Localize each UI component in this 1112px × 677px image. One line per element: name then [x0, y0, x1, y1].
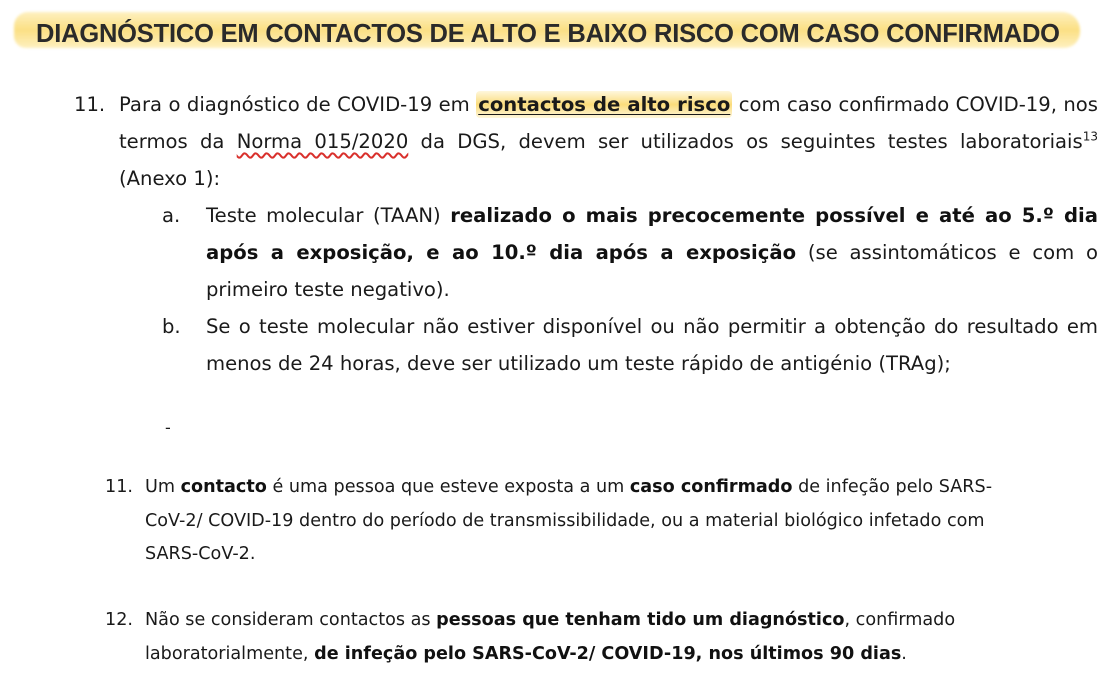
text: com caso confirmado COVID-19, nos termos da: [119, 93, 1098, 153]
text: Para o diagnóstico de COVID-19 em: [119, 93, 477, 116]
text: (Anexo 1):: [119, 167, 221, 190]
dash-marker: -: [165, 418, 171, 437]
page-title: DIAGNÓSTICO EM CONTACTOS DE ALTO E BAIXO RISCO COM CASO CONFIRMADO: [36, 20, 1060, 48]
bold-text: pessoas que tenham tido um diagnóstico: [436, 610, 845, 630]
list-number: 11.: [74, 93, 106, 116]
paragraph-contact: [145, 471, 1025, 572]
paragraph-sub-b: Se o teste molecular não estiver disponível ou não permitir a obtenção do resultado em menos de 24 horas, deve ser utilizado um teste rápido de antigénio (TRAg);: [206, 315, 1098, 375]
text: Um: [145, 477, 181, 497]
footnote-ref[interactable]: 13: [1082, 129, 1098, 144]
list-number: 11.: [105, 477, 133, 497]
sublist-letter-a: a.: [162, 204, 181, 227]
text: da DGS, devem ser utilizados os seguintes testes laboratoriais: [408, 130, 1083, 153]
bold-text: de infeção pelo SARS-CoV-2/ COVID-19, nos últimos 90 dias: [314, 643, 902, 664]
sublist-letter-b: b.: [162, 315, 181, 338]
bold-text: caso confirmado: [629, 477, 793, 497]
text: .: [901, 643, 907, 664]
text: Não se consideram contactos as: [145, 610, 437, 630]
bold-text: contacto: [180, 477, 267, 497]
paragraph-diagnosis: [119, 86, 1098, 197]
spellcheck-norma[interactable]: Norma 015/2020: [236, 130, 409, 153]
list-number: 12.: [105, 610, 133, 630]
title-banner: [14, 6, 1084, 54]
paragraph-sub-a: [206, 197, 1098, 308]
text: de infeção pelo SARS-CoV-2/ COVID-19 dentro do período de transmissibilidade, ou a material biológico infetado com SARS-CoV-2.: [145, 477, 993, 564]
highlighted-link-high-risk-contacts[interactable]: contactos de alto risco: [478, 93, 731, 116]
text: Teste molecular (TAAN): [206, 204, 451, 227]
paragraph-exclusion: [145, 604, 1025, 671]
text: , confirmado laboratorialmente,: [145, 610, 956, 664]
text: é uma pessoa que esteve exposta a um: [266, 477, 630, 497]
text: (se assintomáticos e com o primeiro teste negativo).: [206, 241, 1098, 301]
bold-text: realizado o mais precocemente possível e até ao 5.º dia após a exposição, e ao 10.º dia após a exposição: [206, 204, 1098, 264]
